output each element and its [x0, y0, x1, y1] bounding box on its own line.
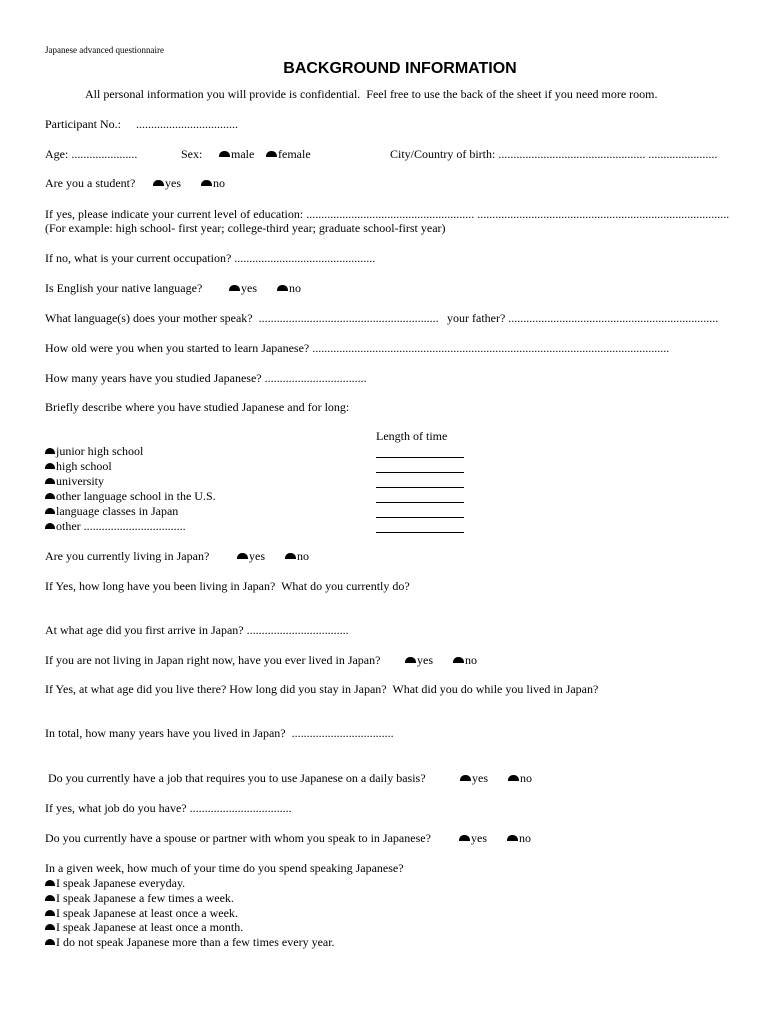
school-option[interactable]: [45, 489, 216, 503]
option-label: I speak Japanese everyday.: [56, 876, 186, 890]
length-answer-line[interactable]: [376, 472, 464, 473]
mother-language-question: What language(s) does your mother speak? ............................................................: [45, 311, 439, 325]
spouse-question: Do you currently have a spouse or partner with whom you speak to in Japanese?: [45, 831, 431, 845]
checkbox-icon[interactable]: [229, 285, 240, 291]
option-label: no: [519, 831, 531, 845]
checkbox-icon[interactable]: [45, 448, 55, 454]
option-label: female: [278, 147, 311, 161]
option-label: other language school in the U.S.: [56, 489, 216, 503]
checkbox-icon[interactable]: [453, 657, 464, 663]
ever-lived-question: If you are not living in Japan right now, have you ever lived in Japan?: [45, 653, 381, 667]
student-question: Are you a student?: [45, 176, 136, 190]
checkbox-icon[interactable]: [45, 508, 55, 514]
age-field: Age: ......................: [45, 147, 138, 161]
school-option[interactable]: [45, 519, 186, 533]
occupation-question: If no, what is your current occupation? ...............................................: [45, 251, 376, 265]
describe-question: Briefly describe where you have studied Japanese and for long:: [45, 400, 350, 414]
start-age-question: How old were you when you started to learn Japanese? .......................................................................................................................: [45, 341, 670, 355]
option-label: male: [231, 147, 255, 161]
checkbox-icon[interactable]: [285, 553, 296, 559]
length-answer-line[interactable]: [376, 487, 464, 488]
option-label: junior high school: [56, 444, 144, 458]
option-label: yes: [165, 176, 181, 190]
option-label: no: [213, 176, 225, 190]
header-note: Japanese advanced questionnaire: [45, 45, 164, 55]
school-option[interactable]: [45, 504, 178, 518]
weekly-usage-question: In a given week, how much of your time do you spend speaking Japanese?: [45, 861, 404, 875]
english-question: Is English your native language?: [45, 281, 203, 295]
option-label: yes: [241, 281, 257, 295]
checkbox-icon[interactable]: [45, 924, 55, 930]
japanese-job-question: Do you currently have a job that requires you to use Japanese on a daily basis?: [45, 771, 426, 785]
option-label: I speak Japanese at least once a week.: [56, 906, 238, 920]
option-label: I do not speak Japanese more than a few times every year.: [56, 935, 335, 949]
option-label: no: [289, 281, 301, 295]
living-question: Are you currently living in Japan?: [45, 549, 210, 563]
option-no[interactable]: [201, 176, 225, 190]
education-question: If yes, please indicate your current level of education: ........................................................ ....................................................................................: [45, 207, 730, 221]
checkbox-icon[interactable]: [237, 553, 248, 559]
checkbox-icon[interactable]: [405, 657, 416, 663]
option-label: university: [56, 474, 104, 488]
option-no[interactable]: [508, 771, 532, 785]
checkbox-icon[interactable]: [219, 151, 230, 157]
frequency-option[interactable]: [45, 935, 335, 949]
checkbox-icon[interactable]: [459, 835, 470, 841]
length-of-time-header: Length of time: [376, 429, 448, 443]
option-no[interactable]: [453, 653, 477, 667]
option-label: no: [465, 653, 477, 667]
length-answer-line[interactable]: [376, 517, 464, 518]
frequency-option[interactable]: [45, 920, 243, 934]
school-option[interactable]: [45, 474, 104, 488]
years-studied-question: How many years have you studied Japanese? ..................................: [45, 371, 367, 385]
option-no[interactable]: [277, 281, 301, 295]
sex-label: Sex:: [181, 147, 203, 161]
checkbox-icon[interactable]: [45, 910, 55, 916]
school-option[interactable]: [45, 459, 112, 473]
length-answer-line[interactable]: [376, 532, 464, 533]
checkbox-icon[interactable]: [45, 523, 55, 529]
option-no[interactable]: [285, 549, 309, 563]
checkbox-icon[interactable]: [508, 775, 519, 781]
total-years-question: In total, how many years have you lived in Japan? ..................................: [45, 726, 394, 740]
length-answer-line[interactable]: [376, 457, 464, 458]
instructions: All personal information you will provide is confidential. Feel free to use the back of the sheet if you need more room.: [85, 87, 658, 101]
checkbox-icon[interactable]: [266, 151, 277, 157]
school-option[interactable]: [45, 444, 143, 458]
arrive-age-question: At what age did you first arrive in Japan? ..................................: [45, 623, 349, 637]
lived-details-question: If Yes, at what age did you live there? How long did you stay in Japan? What did you do while you lived in Japan?: [45, 682, 599, 696]
option-label: other ..................................: [56, 519, 186, 533]
page-title: BACKGROUND INFORMATION: [283, 60, 517, 77]
frequency-option[interactable]: [45, 906, 238, 920]
option-yes[interactable]: [153, 176, 181, 190]
checkbox-icon[interactable]: [153, 180, 164, 186]
option-label: yes: [249, 549, 265, 563]
frequency-option[interactable]: [45, 876, 185, 890]
option-label: yes: [471, 831, 487, 845]
option-label: no: [520, 771, 532, 785]
checkbox-icon[interactable]: [45, 880, 55, 886]
checkbox-icon[interactable]: [45, 463, 55, 469]
which-job-question: If yes, what job do you have? ..................................: [45, 801, 292, 815]
option-female[interactable]: [266, 147, 311, 161]
option-yes[interactable]: [459, 831, 487, 845]
checkbox-icon[interactable]: [45, 493, 55, 499]
father-language-question: your father? ......................................................................: [447, 311, 719, 325]
option-yes[interactable]: [237, 549, 265, 563]
option-yes[interactable]: [229, 281, 257, 295]
option-label: yes: [472, 771, 488, 785]
option-male[interactable]: [219, 147, 254, 161]
option-label: no: [297, 549, 309, 563]
option-label: yes: [417, 653, 433, 667]
option-label: I speak Japanese a few times a week.: [56, 891, 234, 905]
checkbox-icon[interactable]: [460, 775, 471, 781]
checkbox-icon[interactable]: [277, 285, 288, 291]
option-yes[interactable]: [460, 771, 488, 785]
option-no[interactable]: [507, 831, 531, 845]
checkbox-icon[interactable]: [45, 939, 55, 945]
frequency-option[interactable]: [45, 891, 234, 905]
participant-field: Participant No.: ..................................: [45, 117, 238, 131]
birth-city-field: City/Country of birth: ................................................. .......................: [390, 147, 718, 161]
length-answer-line[interactable]: [376, 502, 464, 503]
checkbox-icon[interactable]: [45, 895, 55, 901]
option-label: high school: [56, 459, 112, 473]
option-label: language classes in Japan: [56, 504, 179, 518]
how-long-question: If Yes, how long have you been living in Japan? What do you currently do?: [45, 579, 410, 593]
education-example: (For example: high school- first year; college-third year; graduate school-first year): [45, 221, 446, 235]
checkbox-icon[interactable]: [201, 180, 212, 186]
option-yes[interactable]: [405, 653, 433, 667]
checkbox-icon[interactable]: [45, 478, 55, 484]
option-label: I speak Japanese at least once a month.: [56, 920, 244, 934]
checkbox-icon[interactable]: [507, 835, 518, 841]
